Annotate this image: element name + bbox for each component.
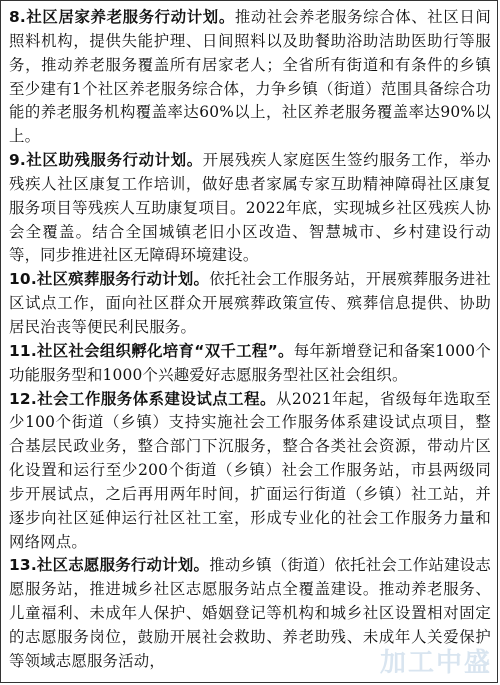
section-body: 推动乡镇（街道）依托社会工作站建设志愿服务站，推进城乡社区志愿服务站点全覆盖建设。推动养老服务、儿童福利、未成年人保护、婚姻登记等机构和城乡社区设置相对固定的志愿服务岗位，鼓励开展社会救助、养老助残、未成年人关爱保护等领域志愿服务活动， <box>9 556 491 670</box>
section-body: 推动社会养老服务综合体、社区日间照料机构，提供失能护理、日间照料以及助餐助浴助洁助医助行等服务，推动养老服务覆盖所有居家老人；全省所有街道和有条件的乡镇至少建有1个社区养老服务综合体，力争乡镇（街道）范围具备综合功能的养老服务机构覆盖率达60%以上，社区养老服务覆盖率达90%以上。 <box>9 8 492 146</box>
section-body: 依托社会工作服务站，开展殡葬服务进社区试点工作，面向社区群众开展殡葬政策宣传、殡葬信息提供、协助居民治丧等便民利民服务。 <box>9 270 491 336</box>
section-11 <box>9 340 491 388</box>
section-title: 12.社会工作服务体系建设试点工程。 <box>9 389 276 408</box>
section-10 <box>9 268 491 340</box>
section-title: 9.社区助残服务行动计划。 <box>9 151 203 170</box>
document-body <box>9 6 491 674</box>
section-body: 从2021年起，省级每年选取至少100个街道（乡镇）支持实施社会工作服务体系建设试点项目，整合基层民政业务，整合部门下沉服务，整合各类社会资源，带动片区化设置和运行至少200个街道（乡镇）社会工作服务站，市县两级同步开展试点，之后再用两年时间，扩面运行街道（乡镇）社工站，并逐步向社区延伸运行社区社工室，形成专业化的社会工作服务力量和网络网点。 <box>9 389 491 551</box>
section-13 <box>9 554 491 673</box>
section-title: 13.社区志愿服务行动计划。 <box>9 556 210 575</box>
section-12 <box>9 388 491 555</box>
section-8 <box>9 6 491 149</box>
section-title: 10.社区殡葬服务行动计划。 <box>9 270 210 289</box>
section-body: 开展残疾人家庭医生签约服务工作，举办残疾人社区康复工作培训，做好患者家属专家互助精神障碍社区康复服务项目等残疾人互助康复项目。2022年底，实现城乡社区残疾人协会全覆盖。结合全国城镇老旧小区改造、智慧城市、乡村建设行动等，同步推进社区无障碍环境建设。 <box>9 151 491 265</box>
section-9 <box>9 149 491 268</box>
section-title: 8.社区居家养老服务行动计划。 <box>9 8 235 26</box>
section-body: 每年新增登记和备案1000个功能服务型和1000个兴趣爱好志愿服务型社区社会组织。 <box>9 341 492 384</box>
watermark-logo: 加工中盛 <box>379 648 492 678</box>
section-title: 11.社区社会组织孵化培育“双千工程”。 <box>9 341 294 360</box>
